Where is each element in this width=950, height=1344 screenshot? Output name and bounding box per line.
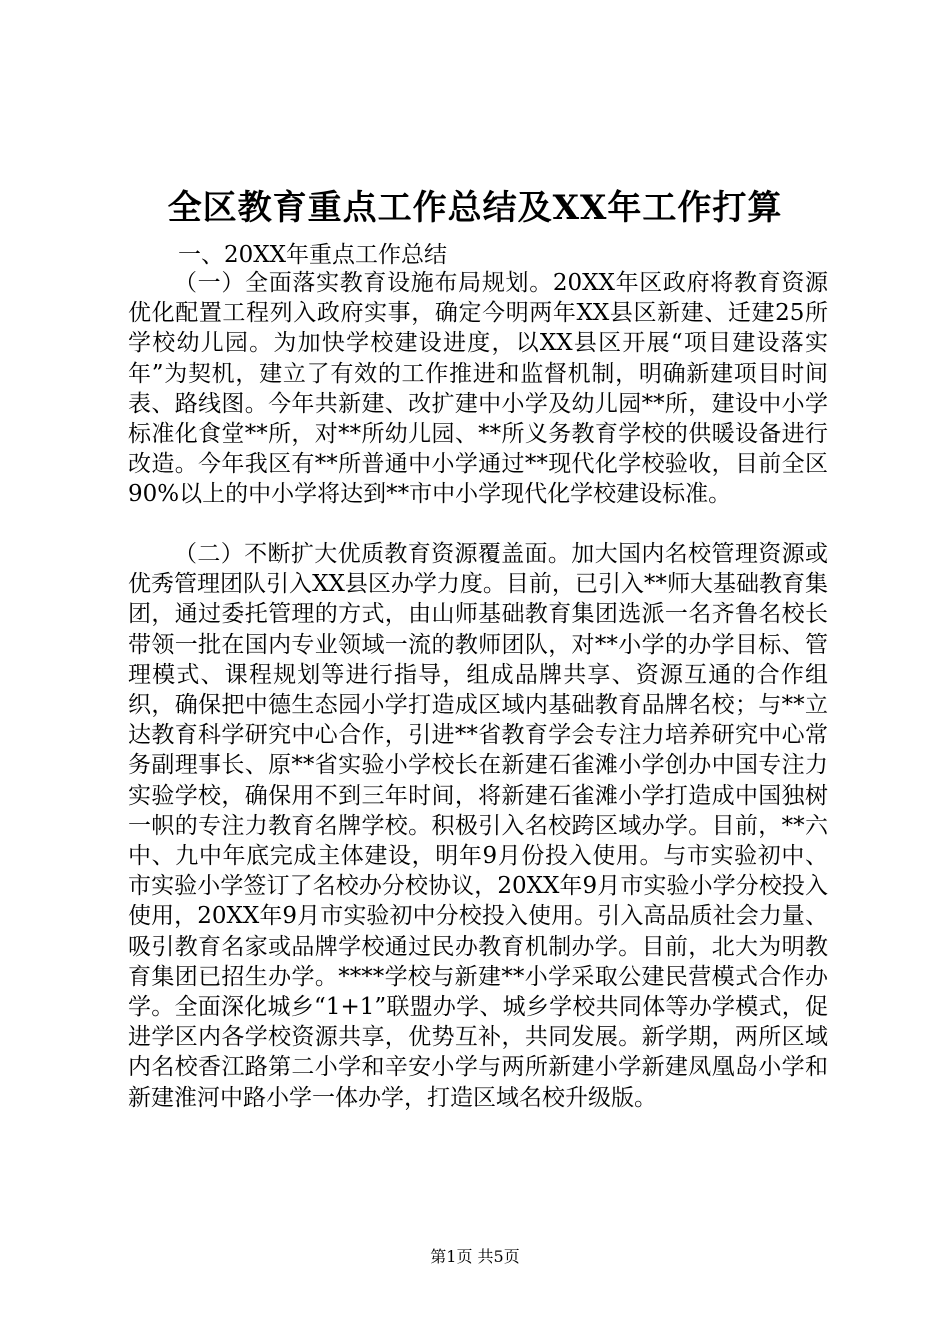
document-title: 全区教育重点工作总结及XX年工作打算 [167,188,783,228]
body-paragraph-1: （一）全面落实教育设施布局规划。20XX年区政府将教育资源优化配置工程列入政府实事，确定今明两年XX县区新建、迁建25所学校幼儿园。为加快学校建设进度，以XX县区开展“项目建设落实年”为契机，建立了有效的工作推进和监督机制，明确新建项目时间表、路线图。今年共新建、改扩建中小学及幼儿园**所，建设中小学标准化食堂**所，对**所幼儿园、**所义务教育学校的供暖设备进行改造。今年我区有**所普通中小学通过**现代化学校验收，目前全区90%以上的中小学将达到**市中小学现代化学校建设标准。 [128,270,828,508]
body-paragraph-2: （二）不断扩大优质教育资源覆盖面。加大国内名校管理资源或优秀管理团队引入XX县区办学力度。目前，已引入**师大基础教育集团，通过委托管理的方式，由山师基础教育集团选派一名齐鲁名校长带领一批在国内专业领域一流的教师团队，对**小学的办学目标、管理模式、课程规划等进行指导，组成品牌共享、资源互通的合作组织，确保把中德生态园小学打造成区域内基础教育品牌名校；与**立达教育科学研究中心合作，引进**省教育学会专注力培养研究中心常务副理事长、原**省实验小学校长在新建石雀滩小学创办中国专注力实验学校，确保用不到三年时间，将新建石雀滩小学打造成中国独树一帜的专注力教育名牌学校。积极引入名校跨区域办学。目前，**六中、九中年底完成主体建设，明年9月份投入使用。与市实验初中、市实验小学签订了名校办分校协议，20XX年9月市实验小学分校投入使用，20XX年9月市实验初中分校投入使用。引入高品质社会力量、吸引教育名家或品牌学校通过民办教育机制办学。目前，北大为明教育集团已招生办学。****学校与新建**小学采取公建民营模式合作办学。全面深化城乡“1+1”联盟办学、城乡学校共同体等办学模式，促进学区内各学校资源共享，优势互补，共同发展。新学期，两所区域内名校香江路第二小学和辛安小学与两所新建小学新建凤凰岛小学和新建淮河中路小学一体办学，打造区域名校升级版。 [128,541,828,1111]
section-heading: 一、20XX年重点工作总结 [178,242,448,268]
page-number-footer: 第1页 共5页 [430,1247,520,1266]
